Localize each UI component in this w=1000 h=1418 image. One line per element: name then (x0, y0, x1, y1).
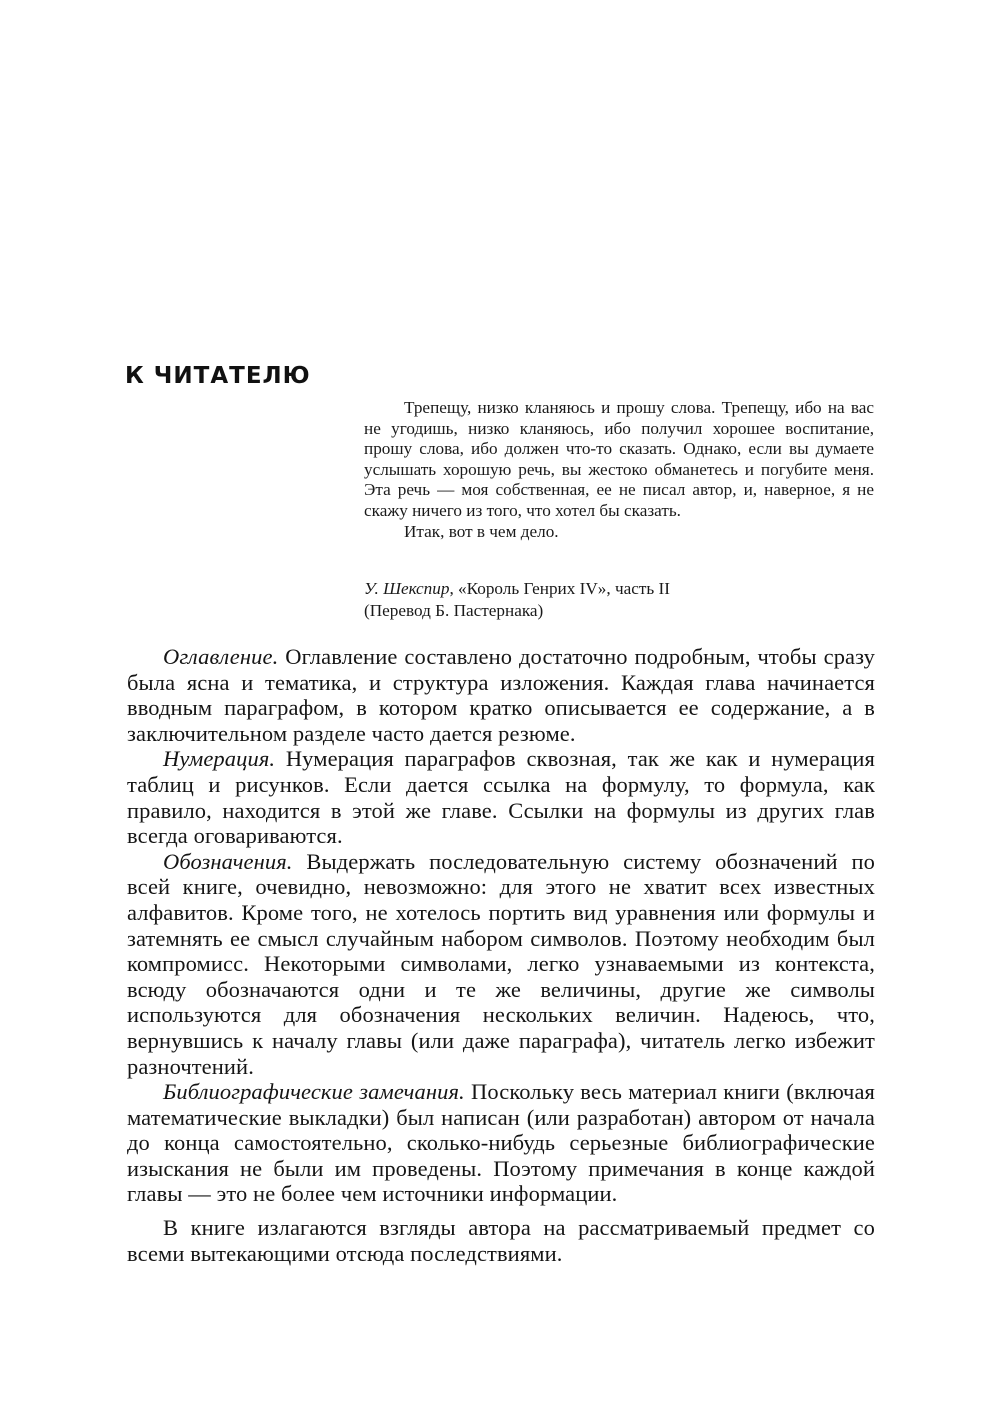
attribution-work: , «Король Генрих IV», часть II (449, 579, 670, 598)
section-paragraph (127, 1079, 875, 1207)
attribution-translation: (Перевод Б. Пастернака) (364, 601, 544, 620)
section-title: Библиографические замечания. (163, 1079, 465, 1105)
section-paragraph (127, 644, 875, 746)
epigraph (364, 398, 874, 542)
section-paragraph (127, 746, 875, 848)
body-text (127, 644, 875, 1266)
section-paragraph (127, 849, 875, 1079)
epigraph-paragraph: Итак, вот в чем дело. (404, 521, 559, 541)
section-text: Оглавление составлено достаточно подробным, чтобы сразу была ясна и тематика, и структура изложения. Каждая глава начинается вводным параграфом, в котором кратко описывается ее содержание, а в заключительном разделе часто дается резюме. (127, 644, 875, 746)
attribution-author: У. Шекспир (364, 579, 450, 598)
section-title: Обозначения. (163, 848, 293, 874)
section-text: Поскольку весь материал книги (включая математические выкладки) был написан (или разработан) автором от начала до конца самостоятельно, сколько-нибудь серьезные библиографические изыскания не были им проведены. Поэтому примечания в конце каждой главы — это не более чем источники информации. (127, 1079, 875, 1207)
page-title: К ЧИТАТЕЛЮ (125, 363, 311, 389)
section-title: Нумерация. (163, 746, 276, 772)
section-text: Нумерация параграфов сквозная, так же как и нумерация таблиц и рисунков. Если дается ссылка на формулу, то формула, как правило, находится в этой же главе. Ссылки на формулы из других глав всегда оговариваются. (127, 746, 875, 849)
epigraph-paragraph: Трепещу, низко кланяюсь и прошу слова. Трепещу, ибо на вас не угодишь, низко кланяюсь, ибо получил хорошее воспитание, прошу слова, ибо должен что-то сказать. Однако, если вы думаете услышать хорошую речь, вы жестоко обманетесь и погубите меня. Эта речь — моя собственная, ее не писал автор, и, наверное, я не скажу ничего из того, что хотел бы сказать. (364, 398, 874, 520)
attribution-source (364, 578, 884, 600)
section-text: Выдержать последовательную систему обозначений по всей книге, очевидно, невозможно: для этого не хватит всех известных алфавитов. Кроме того, не хотелось портить вид уравнения или формулы и затемнять ее смысл случайным набором символов. Поэтому необходим был компромисс. Некоторыми символами, легко узнаваемыми из контекста, всюду обозначаются одни и те же величины, другие же символы используются для обозначения нескольких величин. Надеюсь, что, вернувшись к началу главы (или даже параграфа), читатель легко избежит разночтений. (127, 848, 875, 1079)
section-title: Оглавление. (163, 644, 279, 669)
closing-paragraph: В книге излагаются взгляды автора на рассматриваемый предмет со всеми вытекающими отсюда последствиями. (127, 1215, 875, 1266)
epigraph-attribution (364, 578, 884, 622)
